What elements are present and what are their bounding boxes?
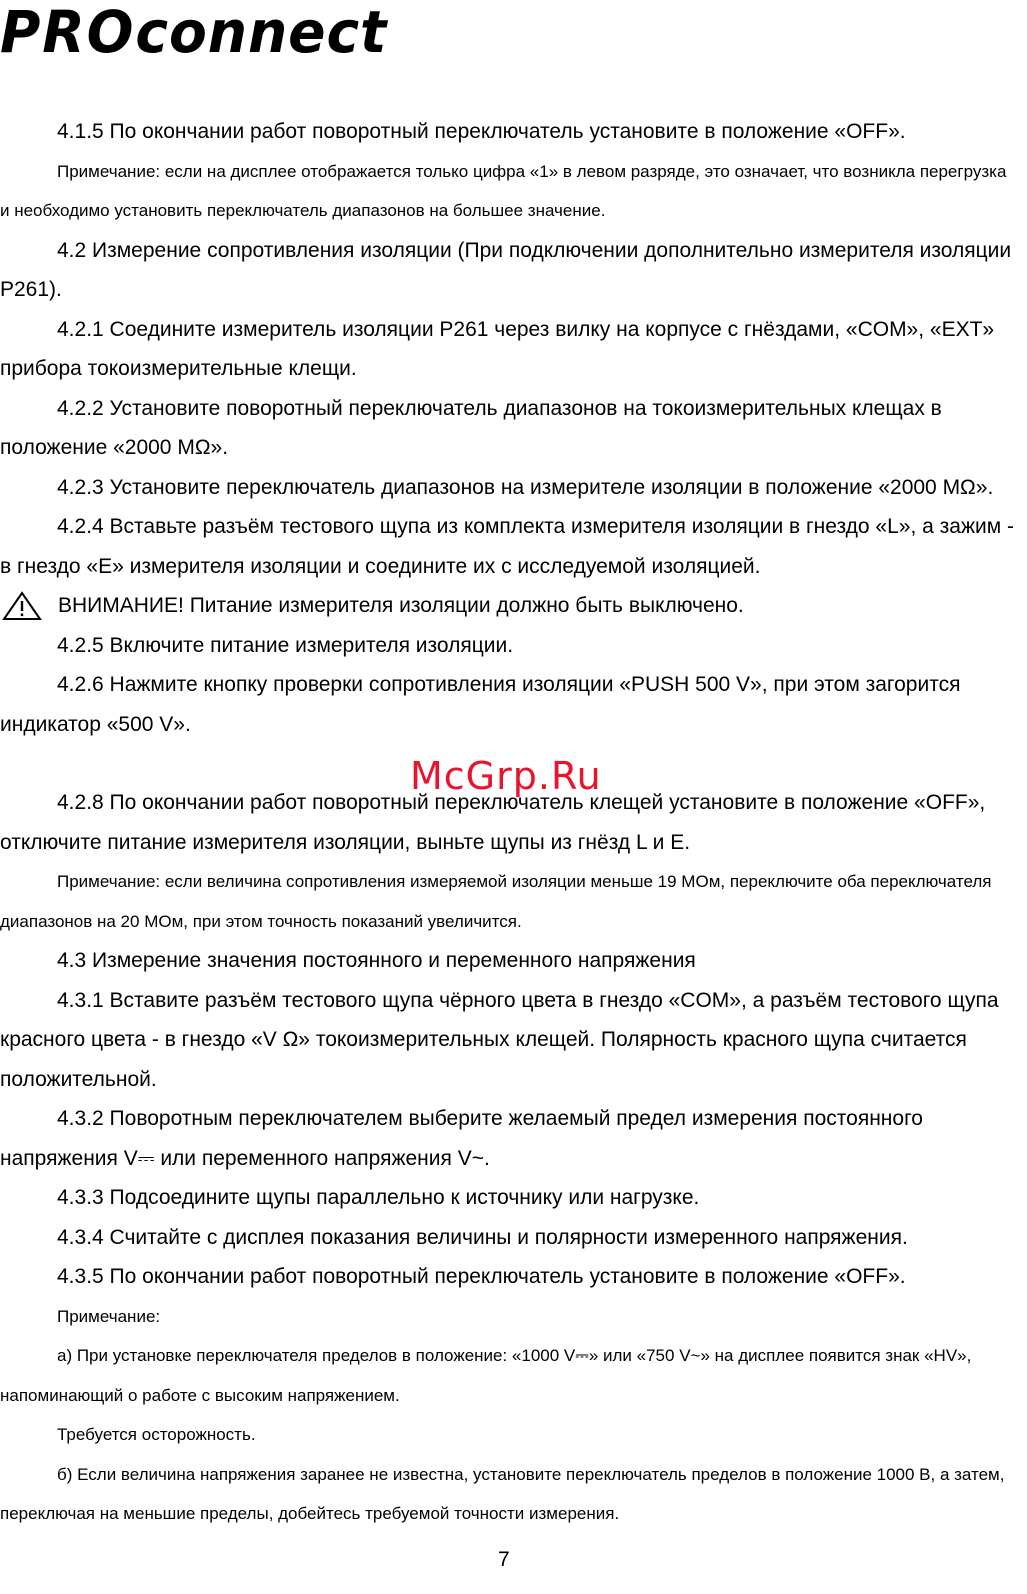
instruction-paragraph: 4.2.3 Установите переключатель диапазонов на измерителе изоляции в положение «2000 MΩ». [57, 475, 994, 499]
note-paragraph: б) Если величина напряжения заранее не известна, установите переключатель пределов в положение 1000 В, а затем, переключая на меньшие пределы, добейтесь требуемой точности измерения. [0, 1464, 1005, 1523]
note-paragraph: Требуется осторожность. [57, 1425, 256, 1444]
note-paragraph: Примечание: если на дисплее отображается только цифра «1» в левом разряде, это означает, что возникла перегрузка и необходимо установить переключатель диапазонов на большее значение. [0, 161, 1007, 220]
instruction-paragraph: 4.2.8 По окончании работ поворотный переключатель клещей установите в положение «OFF», отключите питание измерителя изоляции, выньте щупы из гнёзд L и E. [0, 791, 986, 854]
instruction-paragraph: 4.1.5 По окончании работ поворотный переключатель установите в положение «OFF». [57, 120, 906, 143]
instruction-paragraph: 4.2.6 Нажмите кнопку проверки сопротивления изоляции «PUSH 500 V», при этом загорится индикатор «500 V». [0, 673, 961, 736]
instruction-paragraph: 4.3 Измерение значения постоянного и переменного напряжения [57, 949, 696, 972]
logo-pro-text: PRO [0, 0, 136, 66]
instruction-paragraph: 4.2.2 Установите поворотный переключатель диапазонов на токоизмерительных клещах в положение «2000 MΩ». [0, 396, 942, 459]
document-body [0, 112, 1020, 1534]
note-paragraph: Примечание: если величина сопротивления измеряемой изоляции меньше 19 МОм, переключите оба переключателя диапазонов на 20 МОм, при этом точность показаний увеличится. [0, 872, 992, 931]
page-number: 7 [498, 1548, 510, 1571]
instruction-paragraph: 4.2.4 Вставьте разъём тестового щупа из комплекта измерителя изоляции в гнездо «L», а зажим - в гнездо «E» измерителя изоляции и соедините их с исследуемой изоляцией. [0, 515, 1014, 578]
instruction-paragraph: 4.3.1 Вставите разъём тестового щупа чёрного цвета в гнездо «COM», а разъём тестового щупа красного цвета - в гнездо «V Ω» токоизмерительных клещей. Полярность красного щупа считается положительной. [0, 988, 999, 1091]
brand-logo [0, 0, 388, 66]
warning-triangle-icon [2, 591, 42, 621]
warning-paragraph [0, 586, 1020, 626]
note-paragraph: а) При установке переключателя пределов в положение: «1000 V⎓» или «750 V~» на дисплее появится знак «HV», напоминающий о работе с высоким напряжением. [0, 1346, 972, 1405]
instruction-paragraph: 4.3.2 Поворотным переключателем выберите желаемый предел измерения постоянного напряжения V⎓ или переменного напряжения V~. [0, 1107, 923, 1170]
instruction-paragraph: 4.3.3 Подсоедините щупы параллельно к источнику или нагрузке. [57, 1186, 700, 1209]
instruction-paragraph: 4.3.4 Считайте с дисплея показания величины и полярности измеренного напряжения. [57, 1225, 908, 1249]
instruction-paragraph: 4.2.1 Соедините измеритель изоляции P261 через вилку на корпусе с гнёздами, «COM», «EXT» прибора токоизмерительные клещи. [0, 317, 995, 380]
logo-connect-text: connect [135, 0, 388, 66]
note-paragraph: Примечание: [57, 1306, 161, 1326]
watermark: McGrp.Ru [410, 754, 602, 798]
instruction-paragraph: 4.2 Измерение сопротивления изоляции (При подключении дополнительно измерителя изоляции P261). [0, 238, 1012, 301]
instruction-paragraph: 4.2.5 Включите питание измерителя изоляции. [57, 633, 514, 657]
instruction-paragraph: 4.3.5 По окончании работ поворотный переключатель установите в положение «OFF». [57, 1265, 906, 1288]
warning-text: ВНИМАНИЕ! Питание измерителя изоляции должно быть выключено. [58, 594, 744, 617]
